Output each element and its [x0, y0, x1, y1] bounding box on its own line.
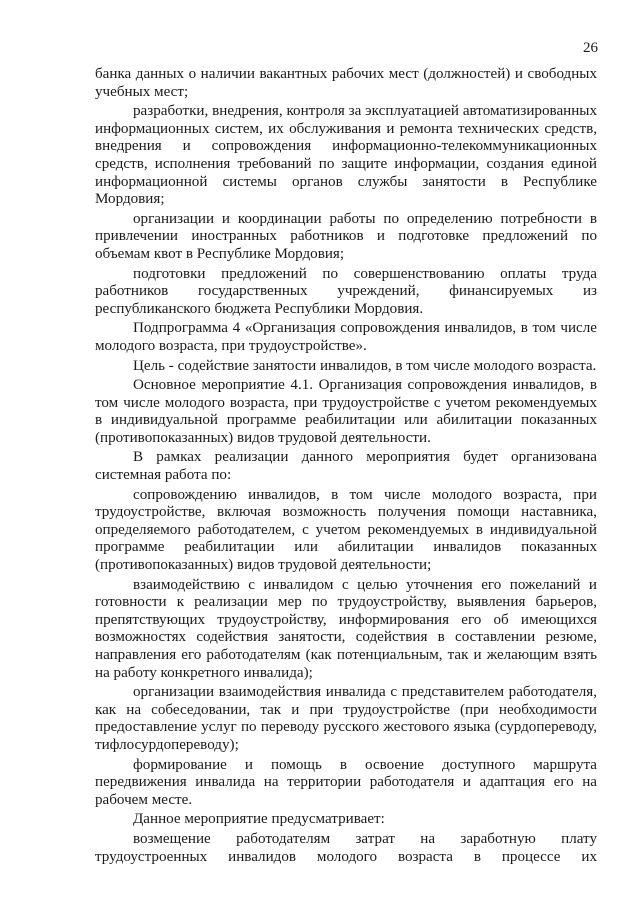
paragraph: Цель - содействие занятости инвалидов, в том числе молодого возраста. [133, 357, 597, 374]
paragraph: банка данных о наличии вакантных рабочих мест (должностей) и свободных учебных мест; [95, 66, 597, 100]
paragraph: подготовки предложений по совершенствованию оплаты труда работников государственных учреждений, финансируемых из республиканского бюджета Республики Мордовия. [95, 265, 597, 317]
paragraph: Данное мероприятие предусматривает: [133, 811, 385, 828]
paragraph: взаимодействию с инвалидом с целью уточнения его пожеланий и готовности к реализации мер по трудоустройству, выявления барьеров, препятствующих трудоустройству, информирования его об имеющихся возможностях содействия занятости, содействия в составлении резюме, направления его работодателям (как потенциальным, так и желающим взять на работу конкретного инвалида); [95, 576, 597, 681]
paragraph: Подпрограмма 4 «Организация сопровождения инвалидов, в том числе молодого возраста, при трудоустройстве». [95, 320, 597, 354]
paragraph: В рамках реализации данного мероприятия будет организована системная работа по: [95, 449, 597, 484]
paragraph: организации и координации работы по определению потребности в привлечении иностранных работников и подготовке предложений по объемам квот в Республике Мордовия; [95, 210, 597, 262]
paragraph: разработки, внедрения, контроля за эксплуатацией автоматизированных информационных систем, их обслуживания и ремонта технических средств, внедрения и сопровождения информационно-телекоммуникационных средств, исполнения требований по защите информации, создания единой информационной системы органов службы занятости в Республике Мордовия; [95, 103, 597, 208]
page-number: 26 [583, 40, 598, 56]
paragraph: возмещение работодателям затрат на заработную плату трудоустроенных инвалидов молодого возраста в процессе их [95, 830, 597, 865]
document-body [95, 66, 597, 868]
paragraph: Основное мероприятие 4.1. Организация сопровождения инвалидов, в том числе молодого возраста, при трудоустройстве с учетом рекомендуемых в индивидуальной программе реабилитации или абилитации показанных (противопоказанных) видов трудовой деятельности. [95, 377, 597, 446]
paragraph: организации взаимодействия инвалида с представителем работодателя, как на собеседовании, так и при трудоустройстве (при необходимости предоставление услуг по переводу русского жестового языка (сурдопереводу, тифлосурдопереводу); [95, 684, 597, 753]
paragraph: формирование и помощь в освоение доступного маршрута передвижения инвалида на территории работодателя и адаптация его на рабочем месте. [95, 756, 597, 808]
paragraph: сопровождению инвалидов, в том числе молодого возраста, при трудоустройстве, включая возможность получения помощи наставника, определяемого работодателем, с учетом рекомендуемых в индивидуальной программе реабилитации или абилитации инвалидов показанных (противопоказанных) видов трудовой деятельности; [95, 486, 597, 574]
